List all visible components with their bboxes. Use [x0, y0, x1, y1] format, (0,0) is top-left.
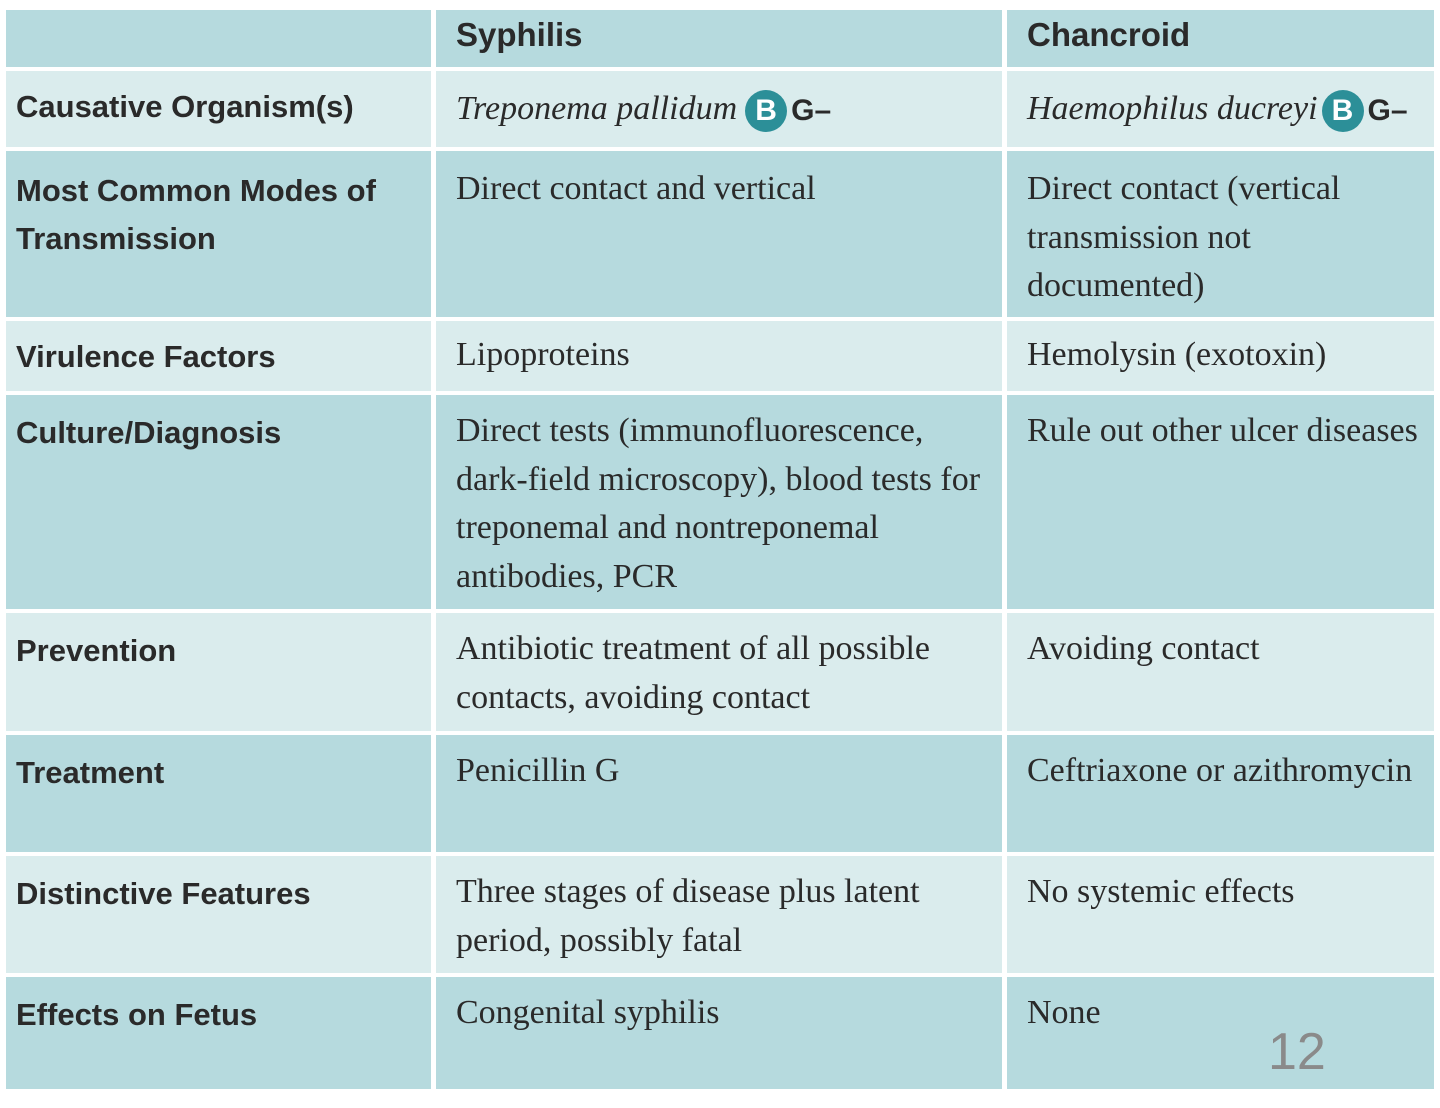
syphilis-cell: Lipoproteins: [436, 321, 1002, 391]
row-label: Distinctive Features: [6, 856, 431, 973]
chancroid-cell: Avoiding contact: [1007, 613, 1434, 731]
header-corner: [6, 10, 431, 67]
row-label: Culture/Diagnosis: [6, 395, 431, 609]
row-label: Treatment: [6, 735, 431, 852]
syphilis-cell: Three stages of disease plus latent period, possibly fatal: [436, 856, 1002, 973]
chancroid-cell: Rule out other ulcer diseases: [1007, 395, 1434, 609]
row-label: Prevention: [6, 613, 431, 731]
syphilis-cell: Direct tests (immunofluorescence, dark-field microscopy), blood tests for treponemal and nontreponemal antibodies, PCR: [436, 395, 1002, 609]
chancroid-cell: No systemic effects: [1007, 856, 1434, 973]
syphilis-cell: Direct contact and vertical: [436, 151, 1002, 317]
chancroid-cell: None: [1007, 977, 1434, 1089]
header-syphilis: Syphilis: [436, 10, 1002, 67]
bacteria-badge-icon: B: [1322, 90, 1364, 132]
gram-stain: G–: [1367, 93, 1408, 127]
syphilis-organism: [436, 71, 1002, 147]
chancroid-cell: Hemolysin (exotoxin): [1007, 321, 1434, 391]
chancroid-organism: [1007, 71, 1434, 147]
organism-name: Haemophilus ducreyi: [1027, 90, 1318, 127]
row-label: Most Common Modes of Transmission: [6, 151, 431, 317]
page-number: 12: [1268, 1023, 1326, 1081]
organism-name: Treponema pallidum: [456, 90, 738, 127]
comparison-table: [6, 10, 1434, 1089]
row-label: Causative Organism(s): [6, 71, 431, 147]
gram-stain: G–: [791, 93, 832, 127]
chancroid-cell: Direct contact (vertical transmission not documented): [1007, 151, 1434, 317]
header-chancroid: Chancroid: [1007, 10, 1434, 67]
row-label: Virulence Factors: [6, 321, 431, 391]
bacteria-badge-icon: B: [745, 90, 787, 132]
chancroid-cell: Ceftriaxone or azithromycin: [1007, 735, 1434, 852]
syphilis-cell: Antibiotic treatment of all possible contacts, avoiding contact: [436, 613, 1002, 731]
syphilis-cell: Penicillin G: [436, 735, 1002, 852]
row-label: Effects on Fetus: [6, 977, 431, 1089]
syphilis-cell: Congenital syphilis: [436, 977, 1002, 1089]
